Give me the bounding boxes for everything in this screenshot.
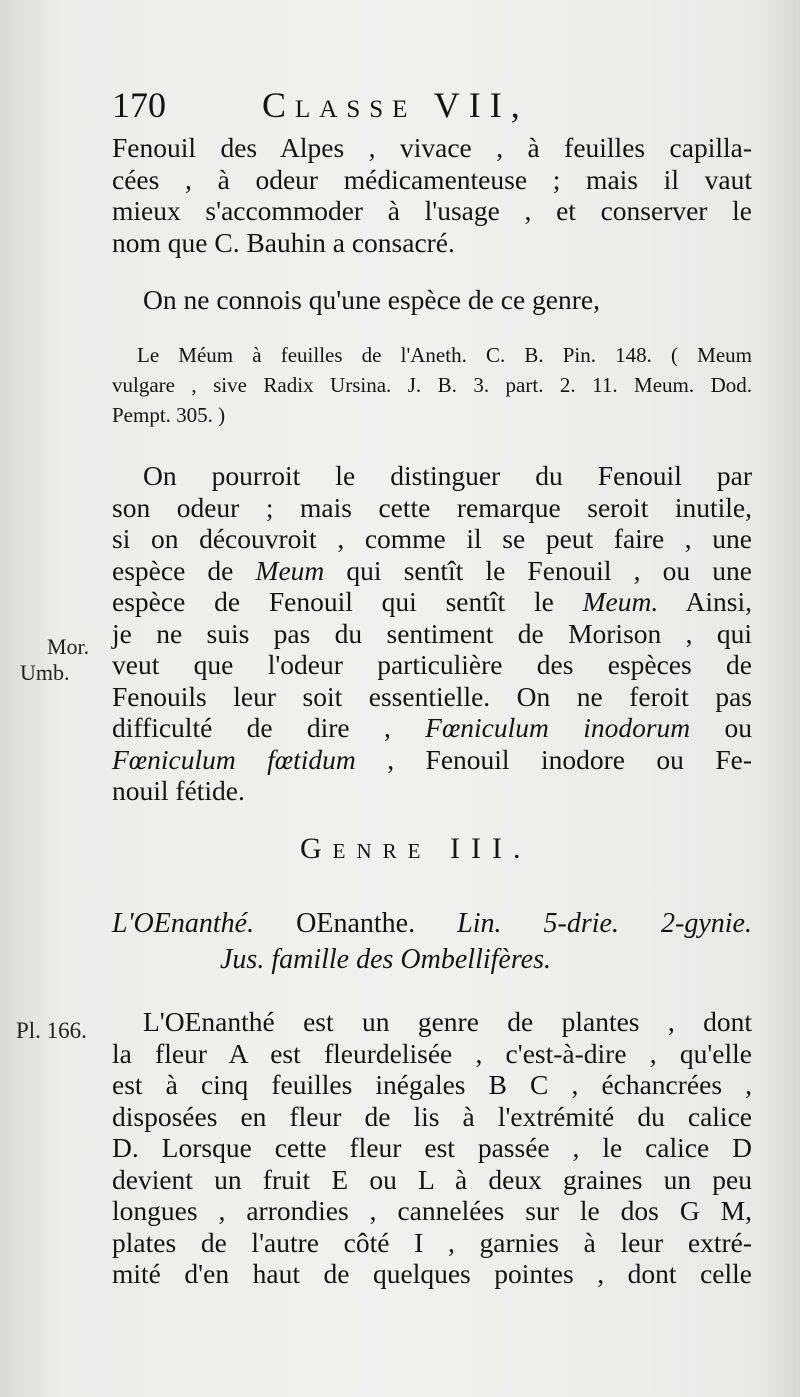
text-line: Pempt. 305. ) xyxy=(112,403,226,427)
text-line xyxy=(112,712,752,744)
text-line xyxy=(112,906,752,942)
text-line: veut que l'odeur particulière des espèces de xyxy=(112,649,752,680)
text-line: la fleur A est fleurdelisée , c'est-à-dire , qu'elle xyxy=(112,1037,752,1069)
text-line: D. Lorsque cette fleur est passée , le calice D xyxy=(112,1132,752,1163)
italic-term: Fœniculum fœtidum xyxy=(112,743,356,775)
text-run: difficulté de dire , xyxy=(112,712,426,743)
text-line: vulgare , sive Radix Ursina. J. B. 3. part. 2. 11. Meum. Dod. xyxy=(112,373,752,397)
text-line: longues , arrondies , cannelées sur le dos G M, xyxy=(112,1195,752,1226)
italic-term: Meum xyxy=(255,554,325,586)
paragraph-fenouil-des-alpes xyxy=(112,132,752,258)
margin-note-morison: Mor. xyxy=(47,634,90,659)
text-line: Fenouil des Alpes , vivace , à feuilles capilla- xyxy=(112,132,752,163)
text-line: son odeur ; mais cette remarque seroit inutile, xyxy=(112,491,752,523)
genre-title: Genre III. xyxy=(300,832,532,865)
text-line: est à cinq feuilles inégales B C , échancrées , xyxy=(112,1069,752,1100)
text-line xyxy=(112,555,752,587)
italic-classification: Lin. 5-drie. 2-gynie. xyxy=(457,908,752,939)
paragraph-oenanthe xyxy=(112,1006,752,1290)
text-run: espèce de xyxy=(112,554,256,586)
text-line: plates de l'autre côté I , garnies à leur extré- xyxy=(112,1226,752,1258)
species-citation xyxy=(112,340,752,430)
text-run: Ainsi, xyxy=(658,586,753,617)
text-run: OEnanthe. xyxy=(254,908,458,939)
text-run: ou xyxy=(690,712,752,743)
italic-genus-name: L'OEnanthé. xyxy=(112,908,255,939)
text-line xyxy=(112,586,752,618)
text-run: , Fenouil inodore ou Fe- xyxy=(355,743,752,775)
family-line: Jus. famille des Ombellifères. xyxy=(220,944,552,975)
text-line: L'OEnanthé est un genre de plantes , dont xyxy=(143,1006,752,1037)
text-line: cées , à odeur médicamenteuse ; mais il vaut xyxy=(112,163,752,195)
text-run: qui sentît le Fenouil , ou une xyxy=(324,554,752,586)
page-number: 170 xyxy=(112,85,166,125)
text-line: devient un fruit E ou L à deux graines un peu xyxy=(112,1163,752,1195)
italic-term: Fœniculum inodorum xyxy=(425,712,691,743)
margin-note-plate: Pl. 166. xyxy=(16,1018,87,1043)
margin-note-umbelliferae: Umb. xyxy=(20,660,70,685)
running-title: Classe VII, xyxy=(262,85,529,125)
text-line xyxy=(112,744,752,776)
genre-heading xyxy=(112,906,752,978)
paragraph-distinguish xyxy=(112,460,752,807)
text-line: On ne connois qu'une espèce de ce genre, xyxy=(143,284,600,315)
italic-term: Meum. xyxy=(582,586,659,617)
text-run: espèce de Fenouil qui sentît le xyxy=(112,586,583,617)
text-line: nouil fétide. xyxy=(112,775,245,806)
text-line: je ne suis pas du sentiment de Morison , qui xyxy=(112,617,752,649)
text-line: mité d'en haut de quelques pointes , dont celle xyxy=(112,1258,752,1289)
text-line: mieux s'accommoder à l'usage , et conserver le xyxy=(112,195,752,226)
text-line: On pourroit le distinguer du Fenouil par xyxy=(143,460,752,491)
text-line: nom que C. Bauhin a consacré. xyxy=(112,226,455,258)
paragraph-one-species xyxy=(143,284,753,316)
text-line: Le Méum à feuilles de l'Aneth. C. B. Pin. 148. ( Meum xyxy=(137,343,752,367)
page-header xyxy=(112,82,712,128)
text-line: disposées en fleur de lis à l'extrémité du calice xyxy=(112,1100,752,1132)
text-line: Fenouils leur soit essentielle. On ne feroit pas xyxy=(112,680,752,712)
text-line: si on découvroit , comme il se peut faire , une xyxy=(112,523,752,554)
